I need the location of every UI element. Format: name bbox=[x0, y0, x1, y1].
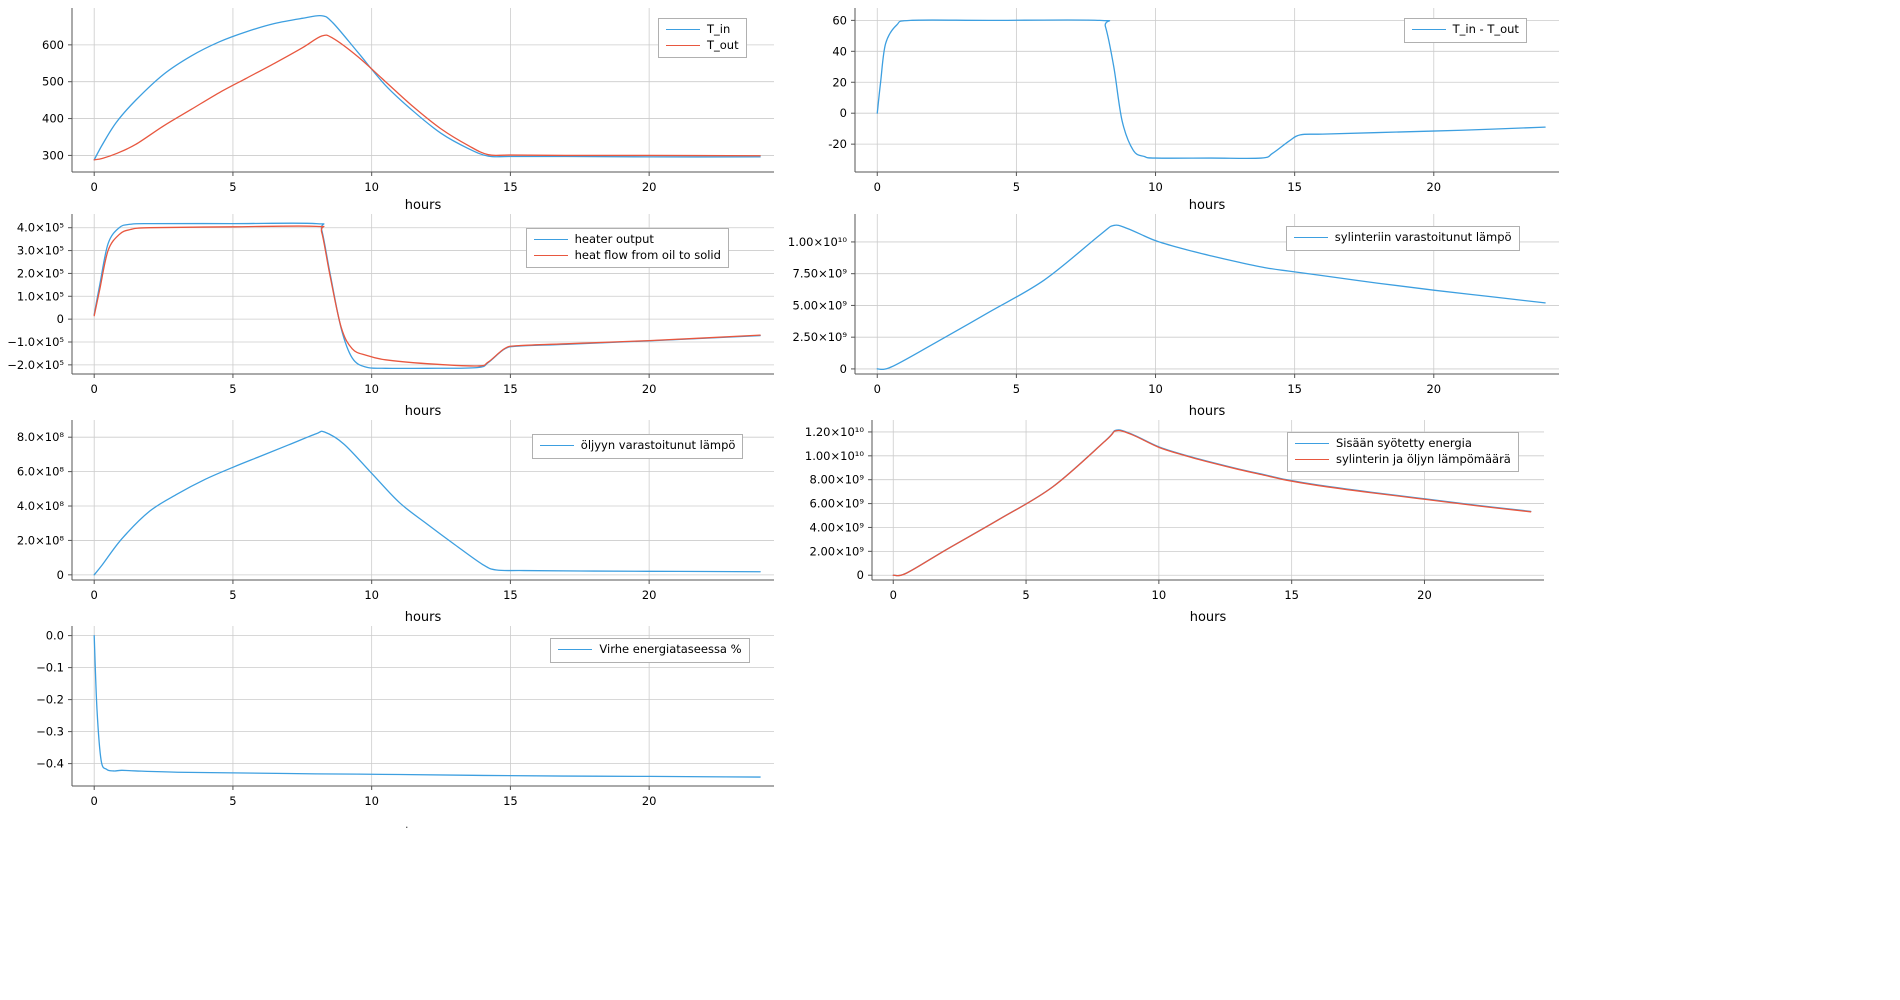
legend-entry bbox=[1295, 436, 1511, 452]
y-tick-label: -20 bbox=[828, 137, 847, 152]
legend-entry bbox=[540, 438, 736, 454]
y-tick-label: 2.0×10⁵ bbox=[16, 266, 64, 281]
panel-cylinder-stored-heat-legend[interactable] bbox=[1286, 226, 1520, 251]
legend-line-icon bbox=[1295, 443, 1329, 444]
x-tick-label: 5 bbox=[1012, 382, 1021, 396]
legend-line-icon bbox=[1294, 237, 1328, 238]
y-tick-label: 0 bbox=[56, 567, 64, 582]
y-tick-label: 60 bbox=[832, 13, 847, 28]
x-tick-label: 15 bbox=[1284, 588, 1299, 602]
x-tick-label: 5 bbox=[1022, 588, 1030, 602]
legend-label: T_in bbox=[707, 22, 731, 36]
legend-entry bbox=[534, 232, 721, 248]
legend-entry bbox=[666, 22, 739, 38]
panel-oil-stored-heat-xlabel: hours bbox=[404, 610, 442, 625]
y-tick-label: 6.00×10⁹ bbox=[809, 496, 864, 511]
legend-entry bbox=[1412, 22, 1519, 38]
y-tick-label: 600 bbox=[42, 37, 64, 52]
stray-mark: . bbox=[405, 818, 409, 831]
x-tick-label: 15 bbox=[503, 588, 518, 602]
legend-entry bbox=[1295, 452, 1511, 468]
y-tick-label: 1.0×10⁵ bbox=[16, 289, 64, 304]
y-tick-label: −2.0×10⁵ bbox=[7, 357, 64, 372]
legend-label: Sisään syötetty energia bbox=[1336, 436, 1472, 450]
y-tick-label: 500 bbox=[42, 74, 64, 89]
x-tick-label: 15 bbox=[503, 180, 518, 194]
x-tick-label: 0 bbox=[873, 382, 881, 396]
legend-entry bbox=[666, 38, 739, 54]
x-tick-label: 0 bbox=[889, 588, 897, 602]
x-tick-label: 20 bbox=[641, 382, 657, 396]
y-tick-label: 0.0 bbox=[45, 628, 64, 643]
legend-line-icon bbox=[1412, 29, 1446, 30]
x-tick-label: 10 bbox=[1148, 382, 1163, 396]
legend-line-icon bbox=[666, 29, 700, 30]
x-tick-label: 20 bbox=[641, 180, 657, 194]
legend-line-icon bbox=[666, 45, 700, 46]
panel-temperatures-xlabel: hours bbox=[404, 198, 442, 213]
x-tick-label: 10 bbox=[1148, 180, 1163, 194]
x-tick-label: 10 bbox=[364, 382, 379, 396]
panel-temperature-difference-legend[interactable] bbox=[1404, 18, 1527, 43]
y-tick-label: 4.0×10⁵ bbox=[16, 220, 64, 235]
y-tick-label: 4.0×10⁸ bbox=[16, 499, 64, 514]
y-tick-label: 300 bbox=[42, 148, 64, 163]
legend-entry bbox=[1294, 230, 1512, 246]
x-tick-label: 0 bbox=[90, 180, 98, 194]
legend-label: öljyyn varastoitunut lämpö bbox=[580, 438, 736, 452]
x-tick-label: 0 bbox=[90, 794, 98, 808]
x-tick-label: 20 bbox=[641, 794, 657, 808]
panel-heat-flows-xlabel: hours bbox=[404, 404, 442, 419]
y-tick-label: 1.00×10¹⁰ bbox=[787, 234, 847, 249]
legend-label: heater output bbox=[574, 232, 654, 246]
x-tick-label: 5 bbox=[229, 588, 237, 602]
y-tick-label: 7.50×10⁹ bbox=[792, 266, 847, 281]
y-tick-label: 2.00×10⁹ bbox=[809, 544, 864, 559]
legend-label: T_in - T_out bbox=[1452, 22, 1519, 36]
panel-energy-balance-xlabel: hours bbox=[1189, 610, 1227, 625]
legend-entry bbox=[558, 642, 741, 658]
x-tick-label: 10 bbox=[364, 794, 379, 808]
legend-line-icon bbox=[534, 239, 568, 240]
x-tick-label: 5 bbox=[1012, 180, 1021, 194]
y-tick-label: 400 bbox=[42, 111, 64, 126]
x-tick-label: 15 bbox=[503, 794, 518, 808]
legend-label: T_out bbox=[707, 37, 739, 52]
y-tick-label: 8.0×10⁸ bbox=[16, 430, 64, 445]
legend-line-icon bbox=[534, 255, 568, 256]
y-tick-label: 1.00×10¹⁰ bbox=[804, 448, 864, 463]
x-tick-label: 15 bbox=[503, 382, 518, 396]
y-tick-label: −0.1 bbox=[36, 660, 64, 675]
x-tick-label: 20 bbox=[1426, 180, 1442, 194]
x-tick-label: 0 bbox=[90, 382, 98, 396]
y-tick-label: 2.50×10⁹ bbox=[792, 330, 847, 345]
y-tick-label: 0 bbox=[839, 106, 847, 121]
x-tick-label: 20 bbox=[1426, 382, 1442, 396]
x-tick-label: 5 bbox=[229, 794, 237, 808]
y-tick-label: 0 bbox=[839, 361, 847, 376]
x-tick-label: 5 bbox=[229, 382, 237, 396]
legend-label: heat flow from oil to solid bbox=[574, 247, 721, 262]
y-tick-label: 4.00×10⁹ bbox=[809, 520, 864, 535]
legend-label: sylinterin ja öljyn lämpömäärä bbox=[1336, 451, 1511, 466]
panel-energy-balance-error-legend[interactable] bbox=[550, 638, 749, 663]
y-tick-label: 20 bbox=[832, 75, 847, 90]
panel-temperature-difference-xlabel: hours bbox=[1188, 198, 1226, 213]
panel-energy-balance-legend[interactable] bbox=[1287, 432, 1519, 472]
y-tick-label: 0 bbox=[856, 568, 864, 583]
y-tick-label: 5.00×10⁹ bbox=[792, 298, 847, 313]
x-tick-label: 10 bbox=[364, 180, 379, 194]
x-tick-label: 20 bbox=[1417, 588, 1432, 602]
x-tick-label: 0 bbox=[873, 180, 881, 194]
y-tick-label: −0.3 bbox=[36, 724, 64, 739]
legend-line-icon bbox=[558, 649, 592, 650]
y-tick-label: −1.0×10⁵ bbox=[7, 335, 64, 349]
x-tick-label: 0 bbox=[90, 588, 98, 602]
x-tick-label: 10 bbox=[364, 588, 379, 602]
y-tick-label: 40 bbox=[832, 44, 847, 59]
y-tick-label: 6.0×10⁸ bbox=[16, 464, 64, 479]
panel-cylinder-stored-heat-xlabel: hours bbox=[1188, 404, 1226, 419]
x-tick-label: 5 bbox=[229, 180, 237, 194]
legend-label: Virhe energiataseessa % bbox=[599, 642, 742, 656]
legend-line-icon bbox=[1295, 459, 1329, 460]
y-tick-label: 3.0×10⁵ bbox=[16, 243, 64, 258]
y-tick-label: −0.2 bbox=[36, 692, 64, 707]
x-tick-label: 20 bbox=[641, 588, 657, 602]
x-tick-label: 15 bbox=[1287, 180, 1302, 194]
panel-heat-flows-legend[interactable] bbox=[526, 228, 729, 268]
panel-oil-stored-heat-legend[interactable] bbox=[532, 434, 744, 459]
y-tick-label: 8.00×10⁹ bbox=[809, 472, 864, 487]
legend-entry bbox=[534, 248, 721, 264]
y-tick-label: 0 bbox=[56, 312, 64, 327]
x-tick-label: 15 bbox=[1287, 382, 1302, 396]
y-tick-label: 1.20×10¹⁰ bbox=[804, 424, 864, 439]
legend-label: sylinteriin varastoitunut lämpö bbox=[1334, 230, 1512, 244]
y-tick-label: −0.4 bbox=[36, 756, 64, 771]
x-tick-label: 10 bbox=[1151, 588, 1167, 602]
panel-temperatures-legend[interactable] bbox=[658, 18, 747, 58]
legend-line-icon bbox=[540, 445, 574, 446]
y-tick-label: 2.0×10⁸ bbox=[16, 533, 64, 548]
